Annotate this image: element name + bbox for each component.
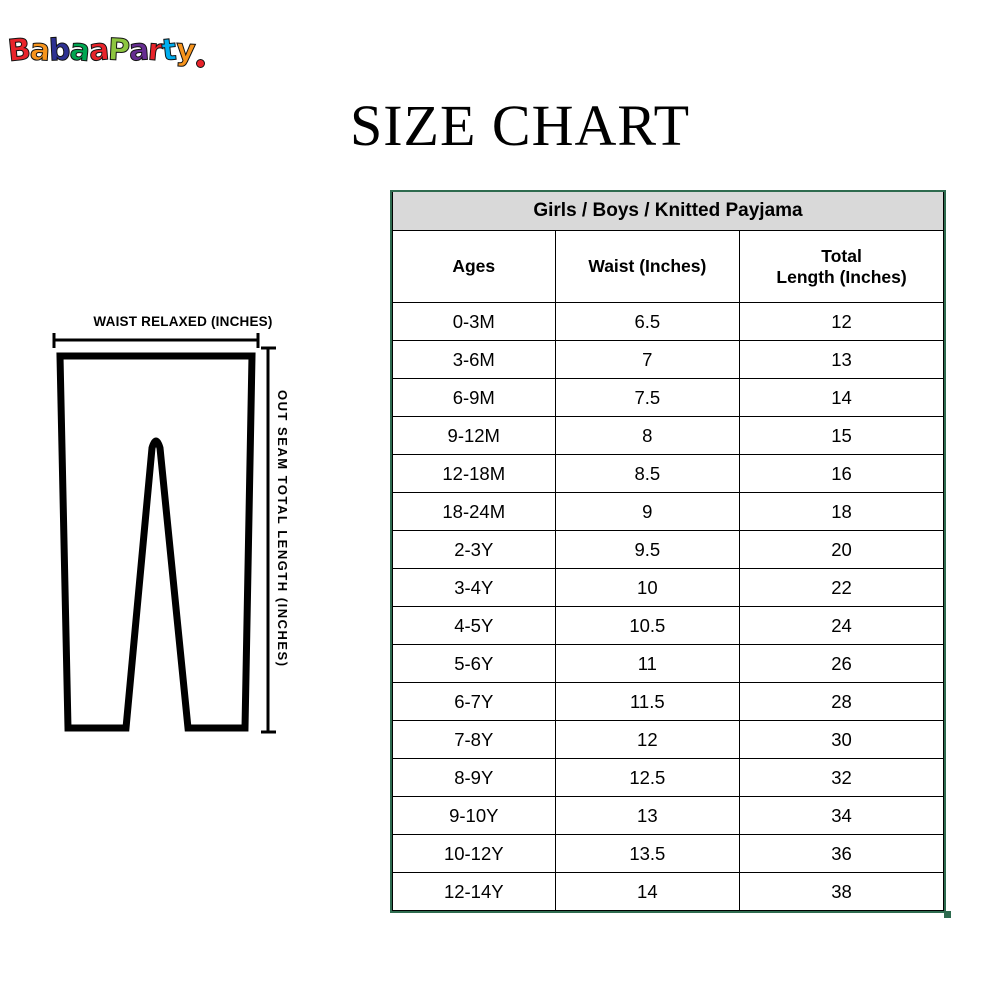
cell-waist: 13.5 (555, 835, 740, 873)
size-chart-table-container (390, 190, 946, 913)
page-title: SIZE CHART (349, 93, 691, 158)
cell-age: 8-9Y (393, 759, 556, 797)
cell-age: 7-8Y (393, 721, 556, 759)
cell-age: 2-3Y (393, 531, 556, 569)
cell-age: 4-5Y (393, 607, 556, 645)
brand-logo-text: BabaaParty (6, 31, 196, 69)
column-header-total-length (740, 231, 944, 303)
table-row (393, 797, 944, 835)
cell-length: 32 (740, 759, 944, 797)
payjama-outline-icon (50, 330, 340, 750)
waist-measure-label: WAIST RELAXED (INCHES) (93, 314, 273, 329)
table-row (393, 417, 944, 455)
cell-length: 28 (740, 683, 944, 721)
cell-length: 14 (740, 379, 944, 417)
table-row (393, 873, 944, 911)
cell-length: 30 (740, 721, 944, 759)
table-row (393, 759, 944, 797)
column-header-total-length-line1: Total (821, 245, 862, 266)
size-chart-table (392, 192, 944, 911)
cell-waist: 8 (555, 417, 740, 455)
table-body (393, 303, 944, 911)
column-header-waist: Waist (Inches) (555, 231, 740, 303)
cell-waist: 10 (555, 569, 740, 607)
cell-waist: 7.5 (555, 379, 740, 417)
cell-waist: 13 (555, 797, 740, 835)
cell-waist: 8.5 (555, 455, 740, 493)
cell-waist: 7 (555, 341, 740, 379)
column-header-total-length-line2: Length (Inches) (776, 266, 907, 287)
cell-age: 9-10Y (393, 797, 556, 835)
cell-length: 15 (740, 417, 944, 455)
table-corner-marker (944, 911, 951, 918)
table-row (393, 493, 944, 531)
cell-age: 10-12Y (393, 835, 556, 873)
cell-waist: 9 (555, 493, 740, 531)
cell-length: 34 (740, 797, 944, 835)
table-header-row (393, 231, 944, 303)
column-header-ages: Ages (393, 231, 556, 303)
table-row (393, 683, 944, 721)
table-title-cell: Girls / Boys / Knitted Payjama (393, 192, 944, 231)
table-row (393, 835, 944, 873)
cell-age: 12-18M (393, 455, 556, 493)
table-title-row (393, 192, 944, 231)
cell-waist: 6.5 (555, 303, 740, 341)
cell-age: 6-9M (393, 379, 556, 417)
table-row (393, 341, 944, 379)
cell-length: 26 (740, 645, 944, 683)
cell-waist: 11.5 (555, 683, 740, 721)
cell-length: 18 (740, 493, 944, 531)
table-row (393, 607, 944, 645)
cell-age: 18-24M (393, 493, 556, 531)
cell-waist: 9.5 (555, 531, 740, 569)
cell-waist: 12 (555, 721, 740, 759)
table-row (393, 303, 944, 341)
cell-age: 5-6Y (393, 645, 556, 683)
logo-dot-icon (196, 59, 205, 68)
cell-age: 12-14Y (393, 873, 556, 911)
brand-logo (8, 26, 248, 74)
cell-waist: 10.5 (555, 607, 740, 645)
cell-length: 38 (740, 873, 944, 911)
cell-waist: 12.5 (555, 759, 740, 797)
table-row (393, 645, 944, 683)
table-row (393, 721, 944, 759)
table-row (393, 531, 944, 569)
cell-age: 3-4Y (393, 569, 556, 607)
cell-waist: 11 (555, 645, 740, 683)
cell-length: 12 (740, 303, 944, 341)
cell-age: 9-12M (393, 417, 556, 455)
cell-length: 20 (740, 531, 944, 569)
cell-length: 13 (740, 341, 944, 379)
cell-length: 24 (740, 607, 944, 645)
outseam-measure-label: OUT SEAM TOTAL LENGTH (INCHES) (275, 390, 290, 668)
cell-length: 36 (740, 835, 944, 873)
cell-age: 3-6M (393, 341, 556, 379)
cell-length: 16 (740, 455, 944, 493)
cell-age: 6-7Y (393, 683, 556, 721)
cell-length: 22 (740, 569, 944, 607)
table-row (393, 379, 944, 417)
cell-waist: 14 (555, 873, 740, 911)
table-row (393, 455, 944, 493)
garment-diagram (50, 300, 340, 760)
cell-age: 0-3M (393, 303, 556, 341)
table-row (393, 569, 944, 607)
